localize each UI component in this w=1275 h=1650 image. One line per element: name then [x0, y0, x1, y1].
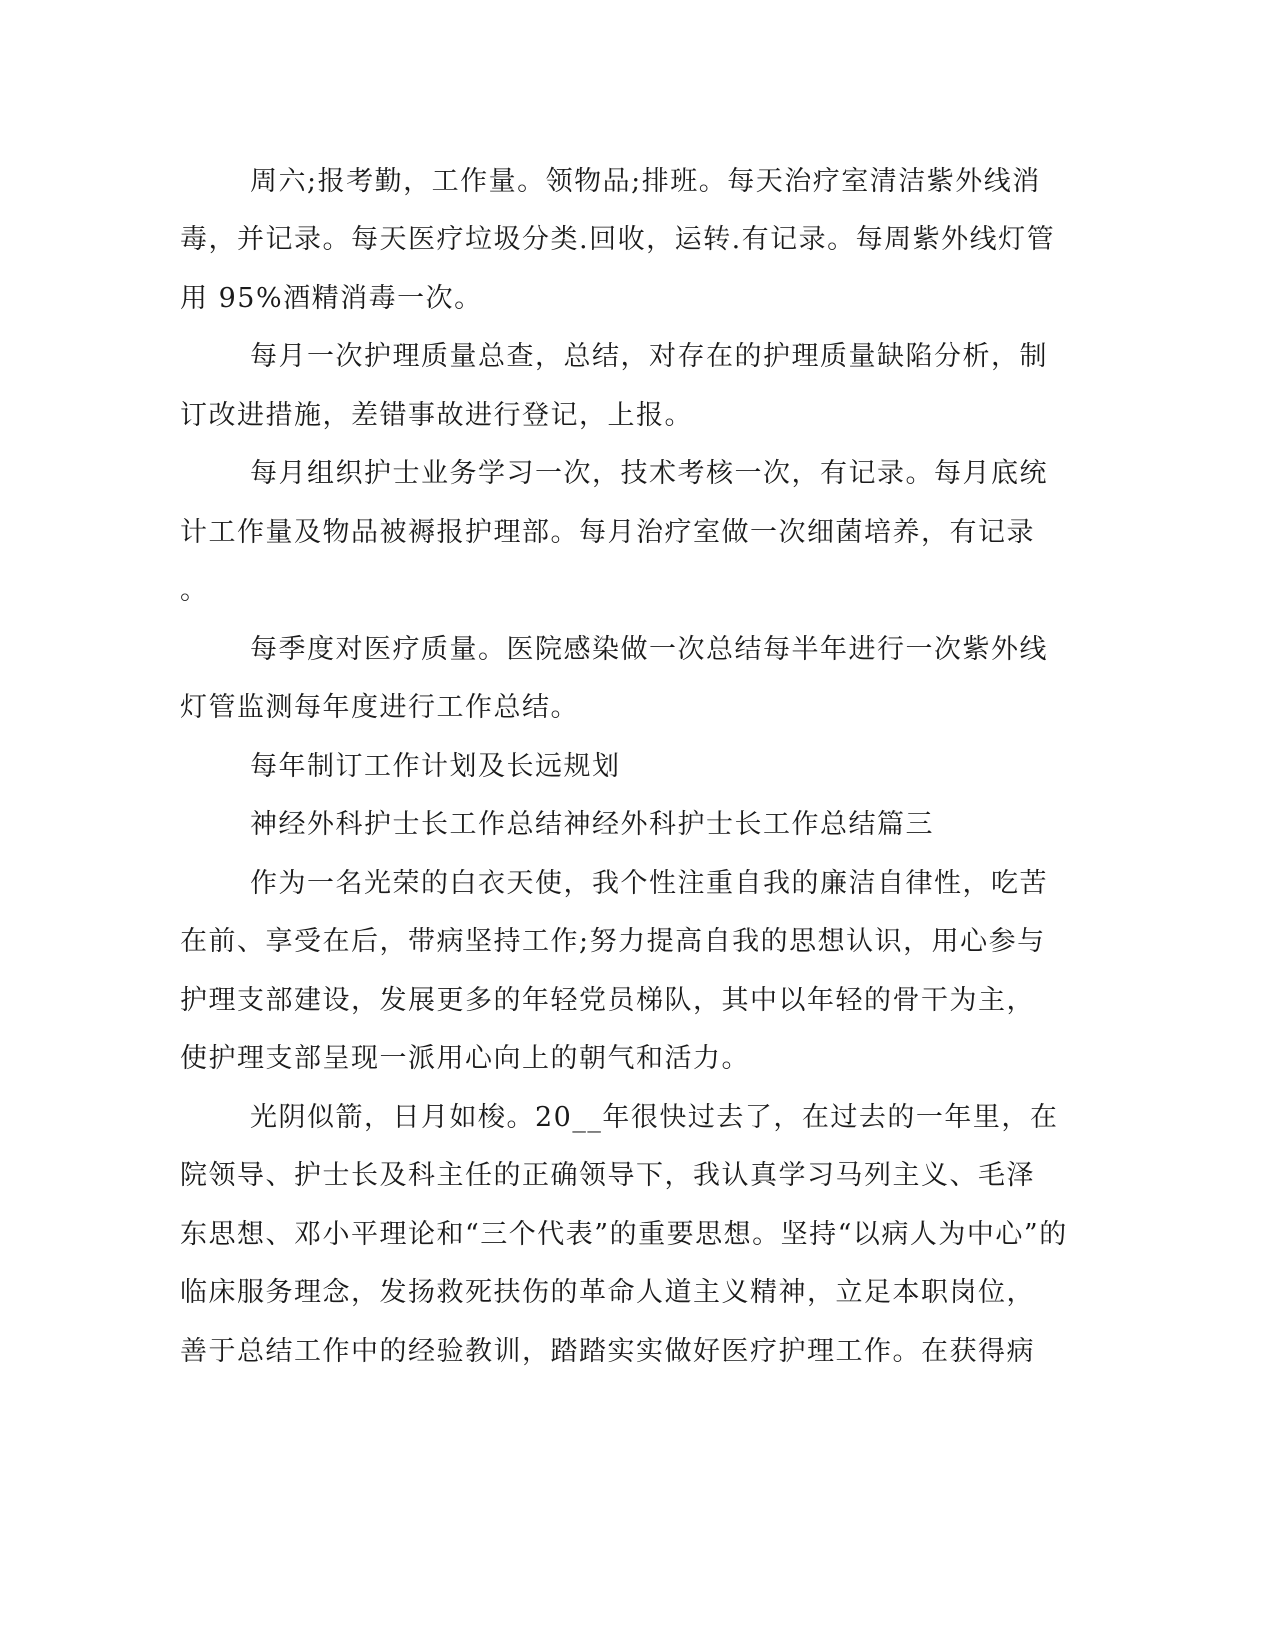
paragraph-3-line-1: 每月组织护士业务学习一次，技术考核一次，有记录。每月底统: [250, 458, 1048, 489]
paragraph-6-line-1: 作为一名光荣的白衣天使，我个性注重自我的廉洁自律性，吃苦: [250, 868, 1048, 899]
paragraph-1-line-3: 用 95%酒精消毒一次。: [180, 283, 483, 314]
paragraph-6-line-4: 使护理支部呈现一派用心向上的朝气和活力。: [180, 1043, 750, 1074]
paragraph-5-line-1: 每年制订工作计划及长远规划: [250, 751, 621, 782]
paragraph-4-line-1: 每季度对医疗质量。医院感染做一次总结每半年进行一次紫外线: [250, 634, 1048, 665]
paragraph-7-line-4: 临床服务理念，发扬救死扶伤的革命人道主义精神，立足本职岗位，: [180, 1277, 1035, 1308]
section-heading: 神经外科护士长工作总结神经外科护士长工作总结篇三: [250, 809, 934, 840]
paragraph-7-line-3: 东思想、邓小平理论和“三个代表”的重要思想。坚持“以病人为中心”的: [180, 1219, 1068, 1250]
paragraph-7-line-1: 光阴似箭，日月如梭。20__年很快过去了，在过去的一年里，在: [250, 1102, 1059, 1133]
paragraph-2-line-2: 订改进措施，差错事故进行登记，上报。: [180, 400, 693, 431]
paragraph-4-line-2: 灯管监测每年度进行工作总结。: [180, 692, 579, 723]
paragraph-1-line-1: 周六;报考勤，工作量。领物品;排班。每天治疗室清洁紫外线消: [250, 166, 1041, 197]
paragraph-3-line-3: 。: [180, 575, 209, 606]
paragraph-6-line-2: 在前、享受在后，带病坚持工作;努力提高自我的思想认识，用心参与: [180, 926, 1046, 957]
paragraph-2-line-1: 每月一次护理质量总查，总结，对存在的护理质量缺陷分析，制: [250, 341, 1048, 372]
paragraph-7-line-2: 院领导、护士长及科主任的正确领导下，我认真学习马列主义、毛泽: [180, 1160, 1035, 1191]
paragraph-3-line-2: 计工作量及物品被褥报护理部。每月治疗室做一次细菌培养，有记录: [180, 517, 1035, 548]
paragraph-6-line-3: 护理支部建设，发展更多的年轻党员梯队，其中以年轻的骨干为主，: [180, 985, 1035, 1016]
paragraph-7-line-5: 善于总结工作中的经验教训，踏踏实实做好医疗护理工作。在获得病: [180, 1336, 1035, 1367]
paragraph-1-line-2: 毒，并记录。每天医疗垃圾分类.回收，运转.有记录。每周紫外线灯管: [180, 224, 1056, 255]
